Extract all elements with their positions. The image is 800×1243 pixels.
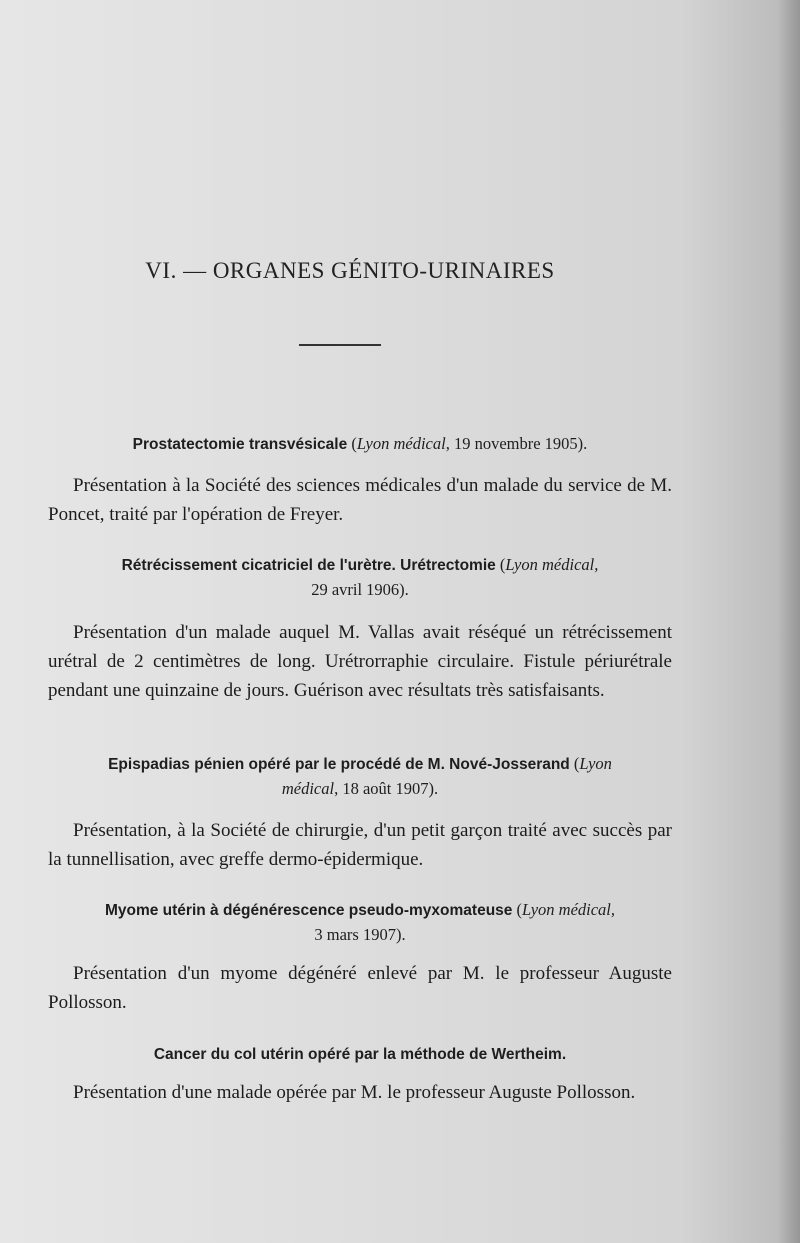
- heading-journal: Lyon médical,: [505, 555, 599, 574]
- heading-journal: Lyon médical: [356, 434, 446, 453]
- section-heading-cancer: [48, 1042, 672, 1067]
- heading-journal: Lyon: [579, 754, 612, 773]
- heading-date: 3 mars 1907).: [314, 925, 406, 944]
- heading-ref-open: (: [347, 434, 357, 453]
- section-heading-prostatectomie: [48, 432, 672, 457]
- heading-date: 29 avril 1906).: [311, 580, 409, 599]
- heading-title: Myome utérin à dégénérescence pseudo-myxomateuse: [104, 902, 513, 919]
- section-body-myome: Présentation d'un myome dégénéré enlevé par M. le professeur Auguste Pollosson.: [48, 963, 672, 1013]
- heading-journal: Lyon médical,: [522, 900, 616, 919]
- section-body-cancer: Présentation d'une malade opérée par M. le professeur Auguste Pollosson.: [73, 1082, 636, 1103]
- section-heading-retrecissement: [48, 553, 672, 602]
- section-body-epispadias: Présentation, à la Société de chirurgie, d'un petit garçon traité avec succès par la tunnellisation, avec greffe dermo-épidermique.: [48, 820, 672, 870]
- heading-title: Prostatectomie transvésicale: [132, 436, 348, 453]
- heading-journal-cont: médical: [281, 779, 335, 798]
- heading-title: Cancer du col utérin opéré par la méthode de Wertheim.: [153, 1046, 567, 1063]
- chapter-title: VI. — ORGANES GÉNITO-URINAIRES: [145, 258, 555, 283]
- section-body-retrecissement: Présentation d'un malade auquel M. Vallas avait réséqué un rétrécissement urétral de 2 centimètres de long. Urétrorraphie circulaire. Fistule périurétrale pendant une quinzaine de jours. Guérison avec résultats très satisfaisants.: [48, 622, 672, 701]
- section-heading-myome: [48, 898, 672, 947]
- section-heading-epispadias: [48, 752, 672, 801]
- heading-title: Rétrécissement cicatriciel de l'urètre. Urétrectomie: [121, 557, 496, 574]
- heading-title: Epispadias pénien opéré par le procédé de M. Nové-Josserand: [108, 756, 570, 773]
- heading-date: , 19 novembre 1905).: [445, 434, 588, 453]
- section-body-prostatectomie: Présentation à la Société des sciences médicales d'un malade du service de M. Poncet, traité par l'opération de Freyer.: [48, 475, 672, 525]
- heading-ref-open: (: [495, 555, 506, 574]
- title-rule: [299, 344, 381, 346]
- heading-date: , 18 août 1907).: [334, 779, 439, 798]
- heading-ref-open: (: [512, 900, 523, 919]
- heading-ref-open: (: [569, 754, 580, 773]
